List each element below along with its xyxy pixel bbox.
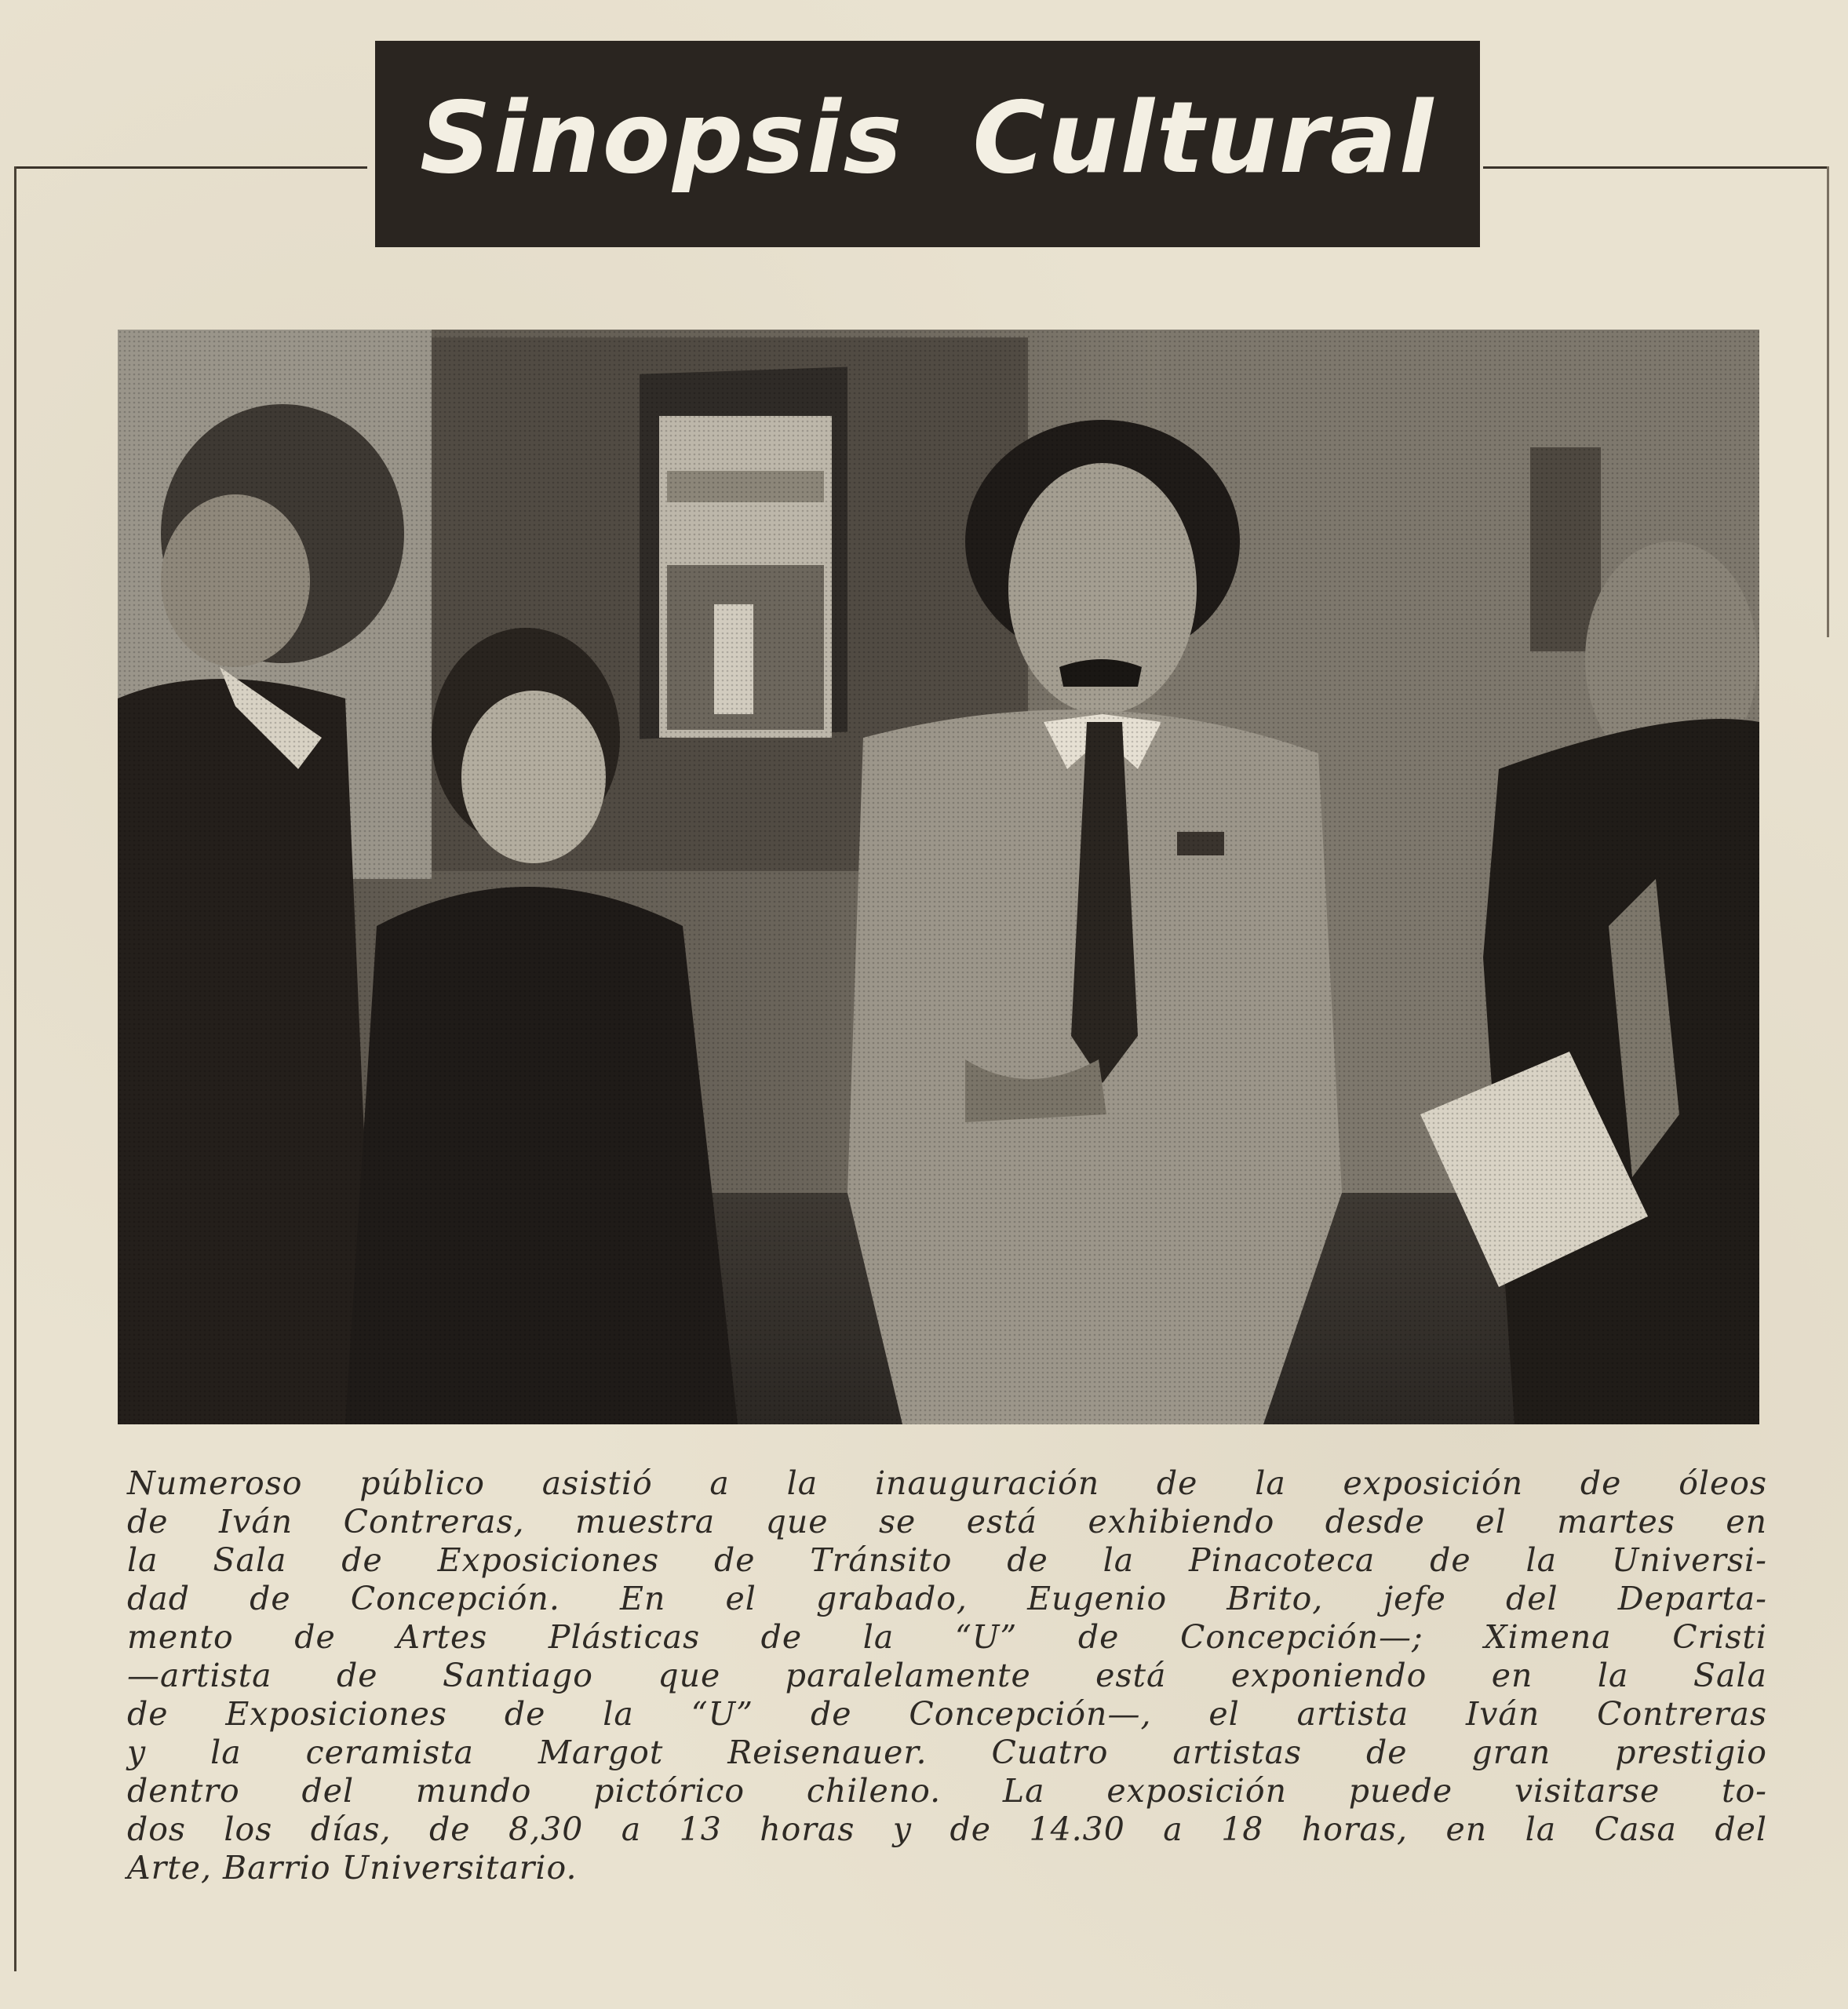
- caption-line: Numeroso público asistió a la inauguración de la exposición de óleos: [127, 1464, 1767, 1502]
- exhibition-photo: [118, 330, 1759, 1424]
- caption-line: de Exposiciones de la “U” de Concepción—, el artista Iván Contreras: [127, 1695, 1767, 1733]
- caption-line: dos los días, de 8,30 a 13 horas y de 14.30 a 18 horas, en la Casa del: [127, 1810, 1767, 1848]
- halftone-photo-illustration: [118, 330, 1759, 1424]
- masthead-title: Sinopsis Cultural: [419, 80, 1436, 195]
- masthead-rule-left: [14, 166, 367, 169]
- clipping-border-right: [1827, 166, 1829, 637]
- caption-line: —artista de Santiago que paralelamente está exponiendo en la Sala: [127, 1657, 1767, 1694]
- caption-line: de Iván Contreras, muestra que se está exhibiendo desde el martes en: [127, 1503, 1767, 1540]
- photo-caption: [127, 1464, 1767, 1887]
- caption-line: Arte, Barrio Universitario.: [127, 1849, 578, 1887]
- caption-line: y la ceramista Margot Reisenauer. Cuatro artistas de gran prestigio: [127, 1734, 1767, 1771]
- caption-line: dentro del mundo pictórico chileno. La exposición puede visitarse to-: [127, 1772, 1767, 1810]
- caption-line: dad de Concepción. En el grabado, Eugenio Brito, jefe del Departa-: [127, 1580, 1767, 1617]
- caption-line: la Sala de Exposiciones de Tránsito de la Pinacoteca de la Universi-: [127, 1541, 1767, 1579]
- masthead: [375, 41, 1480, 247]
- clipping-border-left: [14, 166, 16, 1971]
- masthead-rule-right: [1483, 166, 1828, 169]
- caption-line: mento de Artes Plásticas de la “U” de Concepción—; Ximena Cristi: [127, 1618, 1767, 1656]
